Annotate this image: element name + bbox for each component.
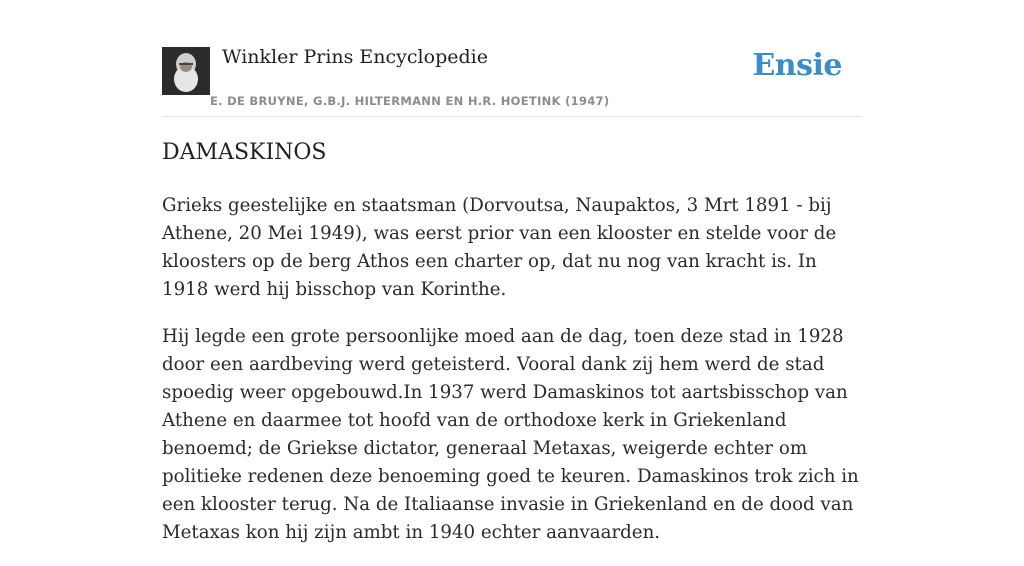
ensie-logo-link[interactable]: Ensie [752,48,842,83]
article-title: DAMASKINOS [162,140,327,165]
author-avatar[interactable] [162,47,210,95]
article-body [162,192,864,566]
source-authors: E. DE BRUYNE, G.B.J. HILTERMANN EN H.R. HOETINK (1947) [210,94,610,108]
article-paragraph: Hij legde een grote persoonlijke moed aan de dag, toen deze stad in 1928 door een aardbeving werd geteisterd. Vooral dank zij hem werd de stad spoedig weer opgebouwd.In 1937 werd Damaskinos tot aartsbisschop van Athene en daarmee tot hoofd van de orthodoxe kerk in Griekenland benoemd; de Griekse dictator, generaal Metaxas, weigerde echter om politieke redenen deze benoeming goed te keuren. Damaskinos trok zich in een klooster terug. Na de Italiaanse invasie in Griekenland en de dood van Metaxas kon hij zijn ambt in 1940 echter aanvaarden. [162,326,859,543]
source-title[interactable]: Winkler Prins Encyclopedie [222,46,488,68]
article-paragraph: Grieks geestelijke en staatsman (Dorvoutsa, Naupaktos, 3 Mrt 1891 - bij Athene, 20 Mei 1949), was eerst prior van een klooster en stelde voor de kloosters op de berg Athos een charter op, dat nu nog van kracht is. In 1918 werd hij bisschop van Korinthe. [162,195,837,300]
source-header [162,44,862,117]
portrait-avatar-icon [162,47,210,95]
